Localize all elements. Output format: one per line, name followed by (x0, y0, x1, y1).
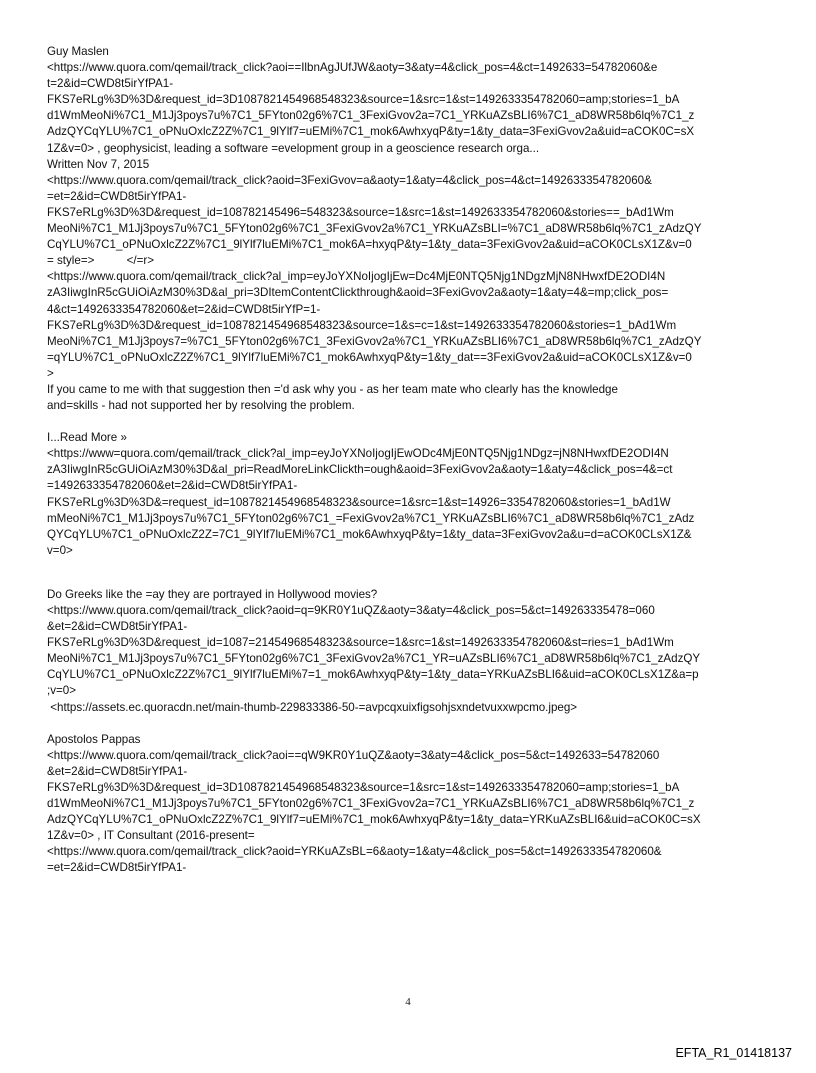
answer-excerpt: If you came to me with that suggestion then ='d ask why you - as her team mate who clearly has the knowledge (47, 382, 618, 396)
author-name: Apostolos Pappas (47, 732, 141, 746)
tracking-link[interactable]: =1492633354782060&et=2&id=CWD8t5irYfPA1- (47, 479, 298, 493)
tracking-link[interactable]: FKS7eRLg%3D%3D&request_id=108782145496=548323&source=1&src=1&st=1492633354782060&stories==_bAd1Wm (47, 205, 674, 219)
tracking-link[interactable]: =et=2&id=CWD8t5irYfPA1- (47, 189, 187, 203)
tracking-link[interactable]: FKS7eRLg%3D%3D&=request_id=1087821454968548323&source=1&src=1&st=14926=3354782060&stories=1_bAd1W (47, 495, 671, 509)
thumbnail-link[interactable]: <https://assets.ec.quoracdn.net/main-thumb-229833386-50-=avpcqxuixfigsohjsxndetvuxxwpcmo.jpeg> (47, 700, 578, 714)
document-id: EFTA_R1_01418137 (675, 1046, 792, 1060)
tracking-link[interactable]: CqYLU%7C1_oPNuOxlcZ2Z%7C1_9lYlf7luEMi%7=1_mok6AwhxyqP&ty=1&ty_data=YRKuAZsBLI6&uid=aCOK0CLsX1Z&a=p (47, 668, 699, 682)
answer-excerpt: and=skills - had not supported her by resolving the problem. (47, 399, 355, 413)
written-date: Written Nov 7, 2015 (47, 157, 150, 171)
tracking-link[interactable]: AdzQYCqYLU%7C1_oPNuOxlcZ2Z%7C1_9lYlf7=uEMi%7C1_mok6AwhxyqP&ty=1&ty_data=YRKuAZsBLI6&uid=aCOK0C=sX (47, 813, 701, 827)
tracking-link[interactable]: =et=2&id=CWD8t5irYfPA1- (47, 861, 187, 875)
tracking-link[interactable]: =qYLU%7C1_oPNuOxlcZ2Z%7C1_9lYlf7luEMi%7C1_mok6AwhxyqP&ty=1&ty_dat==3FexiGvov2a&uid=aCOK0CLsX1Z&v=0 (47, 350, 692, 364)
tracking-link[interactable]: t=2&id=CWD8t5irYfPA1- (47, 77, 174, 91)
page-number: 4 (405, 996, 411, 1008)
spacer (47, 716, 787, 732)
tracking-link[interactable]: d1WmMeoNi%7C1_M1Jj3poys7u%7C1_5FYton02g6%7C1_3FexiGvov2a=7C1_YRKuAZsBLI6%7C1_aD8WR58b6lq%7C1_z (47, 109, 695, 123)
author-credential: 1Z&v=0> , IT Consultant (2016-present= (47, 829, 255, 843)
tracking-link[interactable]: <https://www.quora.com/qemail/track_click?al_imp=eyJoYXNoIjogIjEw=Dc4MjE0NTQ5Njg1NDgzMjN8NHwxfDE2ODI4N (47, 270, 666, 284)
read-more-link[interactable]: I...Read More » (47, 431, 127, 445)
tracking-link[interactable]: &et=2&id=CWD8t5irYfPA1- (47, 764, 188, 778)
tracking-link[interactable]: <https://www=quora.com/qemail/track_click?al_imp=eyJoYXNoIjogIjEwODc4MjE0NTQ5Njg1NDgz=jN8NHwxfDE2ODI4N (47, 447, 669, 461)
tracking-link[interactable]: MeoNi%7C1_M1Jj3poys7u%7C1_5FYton02g6%7C1_3FexiGvov2a%7C1_YR=uAZsBLI6%7C1_aD8WR58b6lq%7C1_zAdzQY (47, 652, 701, 666)
tracking-link[interactable]: &et=2&id=CWD8t5irYfPA1- (47, 620, 188, 634)
tracking-link[interactable]: mMeoNi%7C1_M1Jj3poys7u%7C1_5FYton02g6%7C1_=FexiGvov2a%7C1_YRKuAZsBLI6%7C1_aD8WR58b6lq%7C1_zAdz (47, 511, 695, 525)
tracking-link[interactable]: <https://www.quora.com/qemail/track_click?aoid=q=9KR0Y1uQZ&aoty=3&aty=4&click_pos=5&ct=149263335478=060 (47, 604, 655, 617)
tracking-link[interactable]: FKS7eRLg%3D%3D&request_id=3D1087821454968548323&source=1&src=1&st=1492633354782060=amp;stories=1_bA (47, 93, 680, 107)
tracking-link[interactable]: FKS7eRLg%3D%3D&request_id=1087821454968548323&source=1&s=c=1&st=1492633354782060&stories=1_bAd1Wm (47, 318, 677, 332)
block-question (47, 587, 787, 716)
tracking-link[interactable]: FKS7eRLg%3D%3D&request_id=3D1087821454968548323&source=1&src=1&st=1492633354782060=amp;stories=1_bA (47, 780, 680, 794)
tracking-link[interactable]: <https://www.quora.com/qemail/track_click?aoi==qW9KR0Y1uQZ&aoty=3&aty=4&click_pos=5&ct=1492633=54782060 (47, 748, 660, 762)
style-fragment: = style=> </=r> (47, 254, 154, 268)
tracking-link[interactable]: 4&ct=1492633354782060&et=2&id=CWD8t5irYfP=1- (47, 302, 321, 316)
tracking-link[interactable]: CqYLU%7C1_oPNuOxlcZ2Z%7C1_9lYlf7luEMi%7C1_mok6A=hxyqP&ty=1&ty_data=3FexiGvov2a&uid=aCOK0CLsX1Z&v=0 (47, 238, 692, 252)
tracking-link[interactable]: zA3IiwgInR5cGUiOiAzM30%3D&al_pri=ReadMoreLinkClickth=ough&aoid=3FexiGvov2a&aoty=1&aty=4&click_pos=4&=ct (47, 463, 673, 477)
author-name: Guy Maslen (47, 45, 109, 58)
question-title[interactable]: Do Greeks like the =ay they are portrayed in Hollywood movies? (47, 587, 378, 601)
block-guy-maslen (47, 44, 787, 414)
block-read-more (47, 430, 787, 559)
tracking-link[interactable]: v=0> (47, 543, 73, 557)
spacer (47, 559, 787, 587)
tracking-link[interactable]: MeoNi%7C1_M1Jj3poys7=%7C1_5FYton02g6%7C1_3FexiGvov2a%7C1_YRKuAZsBLI6%7C1_aD8WR58b6lq%7C1_zAdzQY (47, 334, 702, 348)
tracking-link[interactable]: AdzQYCqYLU%7C1_oPNuOxlcZ2Z%7C1_9lYlf7=uEMi%7C1_mok6AwhxyqP&ty=1&ty_data=3FexiGvov2a&uid=aCOK0C=sX (47, 125, 695, 139)
tracking-link[interactable]: d1WmMeoNi%7C1_M1Jj3poys7u%7C1_5FYton02g6%7C1_3FexiGvov2a=7C1_YRKuAZsBLI6%7C1_aD8WR58b6lq%7C1_z (47, 797, 695, 811)
tracking-link[interactable]: ;v=0> (47, 684, 77, 698)
tracking-link[interactable]: FKS7eRLg%3D%3D&request_id=1087=21454968548323&source=1&src=1&st=1492633354782060&st=ries=1_bAd1Wm (47, 636, 674, 650)
tracking-link[interactable]: QYCqYLU%7C1_oPNuOxlcZ2Z=7C1_9lYlf7luEMi%7C1_mok6AwhxyqP&ty=1&ty_data=3FexiGvov2a&u=d=aCOK0CLsX1Z& (47, 527, 692, 541)
block-apostolos-pappas (47, 732, 787, 877)
tracking-link[interactable]: <https://www.quora.com/qemail/track_click?aoid=3FexiGvov=a&aoty=1&aty=4&click_pos=4&ct=1492633354782060& (47, 173, 652, 187)
tracking-link[interactable]: MeoNi%7C1_M1Jj3poys7u%7C1_5FYton02g6%7C1_3FexiGvov2a%7C1_YRKuAZsBLI=%7C1_aD8WR58b6lq%7C1_zAdzQY (47, 222, 702, 236)
tracking-link[interactable]: <https://www.quora.com/qemail/track_click?aoid=YRKuAZsBL=6&aoty=1&aty=4&click_pos=5&ct=1492633354782060& (47, 845, 662, 859)
tracking-link[interactable]: > (47, 366, 54, 380)
email-body (47, 44, 787, 877)
author-credential: 1Z&v=0> , geophysicist, leading a software =evelopment group in a geoscience research orga... (47, 141, 540, 155)
spacer (47, 414, 787, 430)
tracking-link[interactable]: <https://www.quora.com/qemail/track_click?aoi==IlbnAgJUfJW&aoty=3&aty=4&click_pos=4&ct=1492633=54782060&e (47, 61, 658, 75)
tracking-link[interactable]: zA3IiwgInR5cGUiOiAzM30%3D&al_pri=3DItemContentClickthrough&aoid=3FexiGvov2a&aoty=1&aty=4&=mp;click_pos= (47, 286, 669, 300)
